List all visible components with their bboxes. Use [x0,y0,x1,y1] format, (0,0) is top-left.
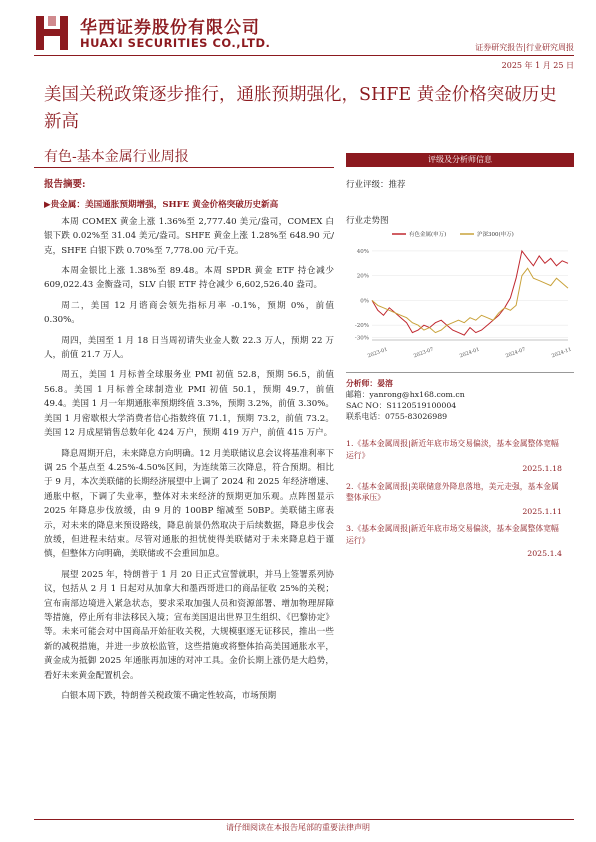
related-report-title: 1.《基本金属周报|新近年底市场交易偏淡，基本金属整体宽幅运行》 [346,439,559,460]
body-paragraph: 本周 COMEX 黄金上涨 1.36%至 2,777.40 美元/盎司，COMEX 白银下跌 0.02%至 31.04 美元/盎司。SHFE 黄金上涨 1.28%至 648.90 元/克，SHFE 白银下跌 0.70%至 7,778.00 元/千克。 [44,216,334,256]
analyst-label: 分析师： [346,379,378,388]
y-tick-label: -20% [354,323,369,330]
analyst-email: 邮箱：yanrong@hx168.com.cn [346,390,465,399]
y-tick-label: -30% [354,335,369,342]
y-tick-label: 40% [356,248,369,255]
industry-trend-chart [346,224,574,364]
report-date: 2025 年 1 月 25 日 [501,61,574,70]
series-line [372,251,568,335]
body-paragraph: 降息周期开启，未来降息方向明确。12 月美联储议息会议将基准利率下调 25 个基点至 4.25%-4.50%区间，为连续第三次降息，符合预期。相比于 9 月，本次美联储的长期经济展望中上调了 2024 和 2025 年经济增速、通胀中枢，下调了失业率，整体对未来经济的预期更加乐观。点阵图显示 2025 年降息步伐放缓，由 9 月的 100BP 缩减至 50BP。美联储主席表示，对未来的降息来预设路线，降息前景仍然取决于后续数据，降息步伐会放缓，但进程未结束。尽管对通胀的担忧使得美联储对于未来降息趋于谨慎，但整体方向明确，美联储或不会重回加息。 [44,448,334,560]
company-name-cn: 华西证券股份有限公司 [80,18,260,38]
analyst-sac: SAC NO：S1120519100004 [346,401,457,410]
subtitle-divider [34,167,334,168]
company-logo [34,14,70,52]
precious-metals-heading: ▶贵金属：美国通胀预期增强，SHFE 黄金价格突破历史新高 [44,200,279,211]
related-reports [346,432,562,560]
legend-label: 沪深300(申万) [477,232,514,238]
legend-label: 有色金属(申万) [409,232,447,238]
x-tick-label: 2024-11 [550,346,573,360]
related-report-title: 2.《基本金属周报|美联储意外降息落地，美元走强，基本金属整体承压》 [346,481,559,502]
related-report[interactable] [346,481,562,518]
y-tick-label: 0% [360,298,369,305]
analyst-phone: 联系电话：0755-83026989 [346,412,448,421]
analyst-divider [346,372,574,373]
related-report-title: 3.《基本金属周报|新近年底市场交易偏淡，基本金属整体宽幅运行》 [346,524,559,545]
report-subtitle: 有色-基本金属行业周报 [44,149,189,165]
summary-heading: 报告摘要: [44,179,86,190]
document-type: 证券研究报告|行业研究周报 [475,43,574,52]
body-paragraph: 白银本周下跌，特朗普关税政策不确定性较高，市场预期 [61,691,277,701]
header-divider [34,55,574,56]
body-paragraph: 展望 2025 年，特朗普于 1 月 20 日正式宣誓就职，并马上签署系列协议，包括从 2 月 1 日起对从加拿大和墨西哥进口的商品征收 25%的关税；宣布南部边境进入紧急状态，要求采取加强人员和资源部署、增加物理屏障等措施，停止所有非法移民入境；宣布美国退出世界卫生组织、《巴黎协定》等。未来可能会对中国商品开始征收关税，大规模驱逐无证移民，推出一些新的减税措施，并进一步放松监管，这些措施或将整体抬高美国通胀水平，黄金成为抵御 2025 年通胀再加速的对冲工具。金价长期上涨仍是大趋势，看好未来黄金配置机会。 [44,569,334,681]
footer-disclaimer: 请仔细阅读在本报告尾部的重要法律声明 [226,823,370,832]
y-tick-label: 20% [356,273,369,280]
company-name-en: HUAXI SECURITIES CO.,LTD. [80,36,271,50]
related-report-date: 2025.1.11 [522,506,562,516]
body-paragraph: 周五，美国 1 月标普全球服务业 PMI 初值 52.8，预期 56.5，前值 56.8。美国 1 月标普全球制造业 PMI 初值 50.1，预期 49.7，前值 49.4。美国 1 月一年期通胀率预期终值 3.3%，预期 3.2%，前值 3.30%。美国 1 月密歇根大学消费者信心指数终值 71.1，预期 73.2，前值 73.2。美国 12 月成屋销售总数年化 424 万户，预期 419 万户，前值 415 万户。 [44,370,334,439]
report-title: 美国关税政策逐步推行，通胀预期强化，SHFE 黄金价格突破历史新高 [44,85,557,132]
trend-chart-label: 行业走势图 [346,216,389,226]
body-paragraph: 周四，美国至 1 月 18 日当周初请失业金人数 22.3 万人，预期 22 万人，前值 21.7 万人。 [44,335,334,361]
related-report[interactable] [346,523,562,560]
related-report[interactable] [346,438,562,475]
x-tick-label: 2023-07 [412,346,435,360]
related-report-date: 2025.1.18 [522,464,562,473]
report-body [44,178,334,709]
rating-section-title: 评级及分析师信息 [346,153,574,167]
analyst-info [346,378,574,422]
x-tick-label: 2023-01 [366,346,389,360]
industry-rating: 行业评级：推荐 [346,180,406,190]
x-tick-label: 2024-01 [458,346,481,360]
x-tick-label: 2024-07 [504,346,527,360]
footer-divider [34,819,574,820]
body-paragraph: 周二，美国 12 月谘商会领先指标月率 -0.1%，预期 0%，前值 0.30%。 [44,300,334,326]
related-report-date: 2025.1.4 [527,549,562,558]
body-paragraph: 本周金银比上涨 1.38%至 89.48。本周 SPDR 黄金 ETF 持仓减少 609,022.43 金衡盎司，SLV 白银 ETF 持仓减少 6,602,526.40 盎司。 [44,266,334,291]
analyst-name: 晏溶 [377,379,393,388]
